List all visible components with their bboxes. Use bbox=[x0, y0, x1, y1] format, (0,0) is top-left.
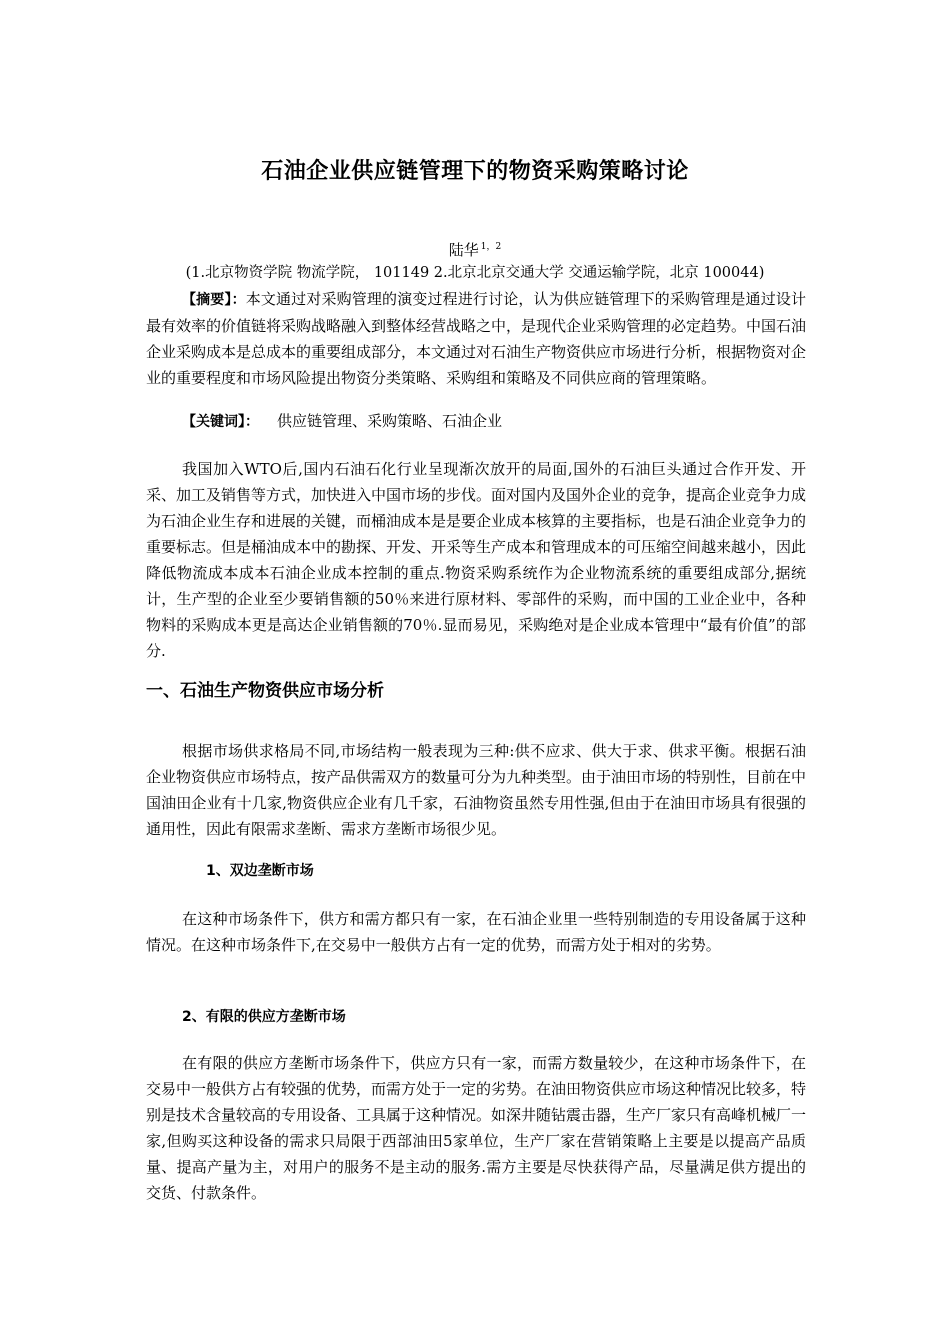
abstract-text: 本文通过对采购管理的演变过程进行讨论，认为供应链管理下的采购管理是通过设计最有效率的价值链将采购战略融入到整体经营战略之中，是现代企业采购管理的必定趋势。中国石油企业采购成本是总成本的重要组成部分，本文通过对石油生产物资供应市场进行分析，根据物资对企业的重要程度和市场风险提出物资分类策略、采购组和策略及不同供应商的管理策略。 bbox=[146, 290, 807, 387]
author-name: 陆华 bbox=[448, 241, 479, 259]
subsection-heading-2: 2、有限的供应方垄断市场 bbox=[182, 1009, 346, 1025]
keywords-text: 供应链管理、采购策略、石油企业 bbox=[277, 412, 503, 430]
intro-paragraph: 我国加入WTO后,国内石油石化行业呈现渐次放开的局面,国外的石油巨头通过合作开发、开采、加工及销售等方式，加快进入中国市场的步伐。面对国内及国外企业的竞争，提高企业竞争力成为石油企业生存和进展的关键，而桶油成本是是要企业成本核算的主要指标，也是石油企业竞争力的重要标志。但是桶油成本中的勘探、开发、开采等生产成本和管理成本的可压缩空间越来越小，因此降低物流成本成本石油企业成本控制的重点.物资采购系统作为企业物流系统的重要组成部分,据统计，生产型的企业至少要销售额的50％来进行原材料、零部件的采购，而中国的工业企业中，各种物料的采购成本更是高达企业销售额的70％.显而易见，采购绝对是企业成本管理中“最有价值”的部分. bbox=[146, 460, 807, 660]
section-heading: 一、石油生产物资供应市场分析 bbox=[146, 681, 384, 701]
paper-title: 石油企业供应链管理下的物资采购策略讨论 bbox=[261, 159, 689, 184]
keywords-paragraph bbox=[146, 408, 806, 435]
abstract-paragraph bbox=[146, 286, 806, 391]
author-affiliation-marks: 1，2 bbox=[480, 242, 502, 252]
subsection-paragraph-1: 在这种市场条件下，供方和需方都只有一家，在石油企业里一些特别制造的专用设备属于这种情况。在这种市场条件下,在交易中一般供方占有一定的优势，而需方处于相对的劣势。 bbox=[146, 910, 806, 954]
affiliation-line: (1.北京物资学院 物流学院， 101149 2.北京北京交通大学 交通运输学院，北京 100044) bbox=[185, 265, 765, 281]
author-line bbox=[0, 236, 950, 261]
subsection-paragraph-2: 在有限的供应方垄断市场条件下，供应方只有一家，而需方数量较少，在这种市场条件下，在交易中一般供方占有较强的优势，而需方处于一定的劣势。在油田物资供应市场这种情况比较多，特别是技术含量较高的专用设备、工具属于这种情况。如深井随钻震击器，生产厂家只有高峰机械厂一家,但购买这种设备的需求只局限于西部油田5家单位，生产厂家在营销策略上主要是以提高产品质量、提高产量为主，对用户的服务不是主动的服务.需方主要是尽快获得产品，尽量满足供方提出的交货、付款条件。 bbox=[146, 1054, 807, 1202]
keywords-label: 【关键词】： bbox=[182, 414, 259, 430]
abstract-label: 【摘要】： bbox=[182, 292, 246, 308]
subsection-heading-1: 1、双边垄断市场 bbox=[206, 863, 314, 879]
section-paragraph: 根据市场供求格局不同,市场结构一般表现为三种:供不应求、供大于求、供求平衡。根据石油企业物资供应市场特点，按产品供需双方的数量可分为九种类型。由于油田市场的特别性，目前在中国油田企业有十几家,物资供应企业有几千家，石油物资虽然专用性强,但由于在油田市场具有很强的通用性，因此有限需求垄断、需求方垄断市场很少见。 bbox=[146, 742, 807, 838]
